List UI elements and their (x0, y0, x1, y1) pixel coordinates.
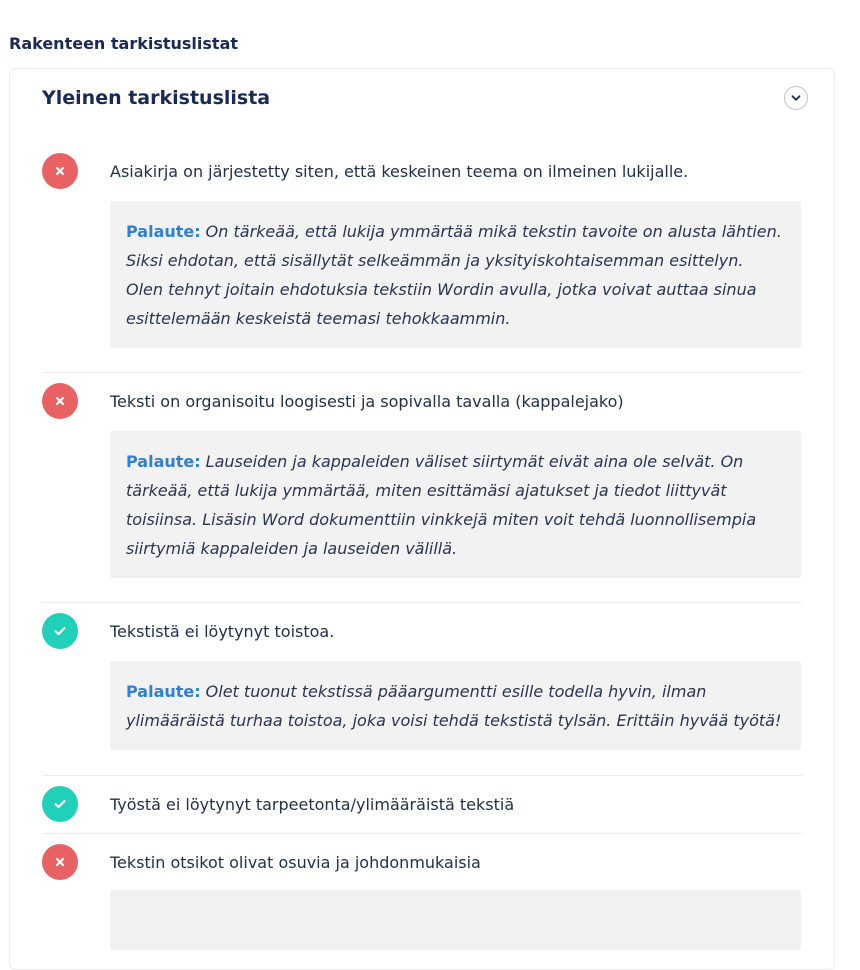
feedback-label: Palaute: (126, 222, 201, 241)
status-fail (42, 844, 78, 880)
check-icon (53, 625, 67, 637)
feedback-label: Palaute: (126, 452, 201, 471)
feedback-box (110, 661, 801, 750)
card-title: Yleinen tarkistuslista (42, 87, 271, 109)
divider (42, 372, 802, 373)
feedback-box (110, 890, 801, 950)
status-fail (42, 153, 78, 189)
feedback-text: On tärkeää, että lukija ymmärtää mikä tekstin tavoite on alusta lähtien. Siksi ehdotan, että sisällytät selkeämmän ja yksityiskohtaisemman esittelyn. Olen tehnyt joitain ehdotuksia tekstiin Wordin avulla, jotka voivat auttaa sinua esittelemään keskeistä teemasi tehokkaammin. (126, 222, 782, 328)
divider (42, 775, 802, 776)
item-text: Teksti on organisoitu loogisesti ja sopivalla tavalla (kappalejako) (110, 392, 624, 411)
status-pass (42, 786, 78, 822)
status-fail (42, 383, 78, 419)
item-text: Työstä ei löytynyt tarpeetonta/ylimääräistä tekstiä (110, 795, 515, 814)
status-pass (42, 613, 78, 649)
divider (42, 602, 802, 603)
feedback-box (110, 431, 801, 578)
checklist-card (9, 68, 835, 970)
collapse-button[interactable] (784, 86, 808, 110)
item-text: Tekstin otsikot olivat osuvia ja johdonmukaisia (110, 853, 481, 872)
feedback-text: Lauseiden ja kappaleiden väliset siirtymät eivät aina ole selvät. On tärkeää, että lukija ymmärtää, miten esittämäsi ajatukset ja tiedot liittyvät toisiinsa. Lisäsin Word dokumenttiin vinkkejä miten voit tehdä luonnollisempia siirtymiä kappaleiden ja lauseiden välillä. (126, 452, 757, 558)
feedback-label: Palaute: (126, 682, 201, 701)
check-icon (53, 798, 67, 810)
feedback-box (110, 201, 801, 348)
cross-icon (54, 856, 66, 868)
cross-icon (54, 165, 66, 177)
feedback-text: Olet tuonut tekstissä pääargumentti esille todella hyvin, ilman ylimääräistä turhaa toistoa, joka voisi tehdä tekstistä tylsän. Erittäin hyvää työtä! (126, 682, 782, 730)
divider (42, 833, 802, 834)
item-text: Asiakirja on järjestetty siten, että keskeinen teema on ilmeinen lukijalle. (110, 162, 689, 181)
item-text: Tekstistä ei löytynyt toistoa. (110, 622, 335, 641)
cross-icon (54, 395, 66, 407)
chevron-down-icon (790, 92, 802, 104)
section-title: Rakenteen tarkistuslistat (9, 34, 239, 53)
